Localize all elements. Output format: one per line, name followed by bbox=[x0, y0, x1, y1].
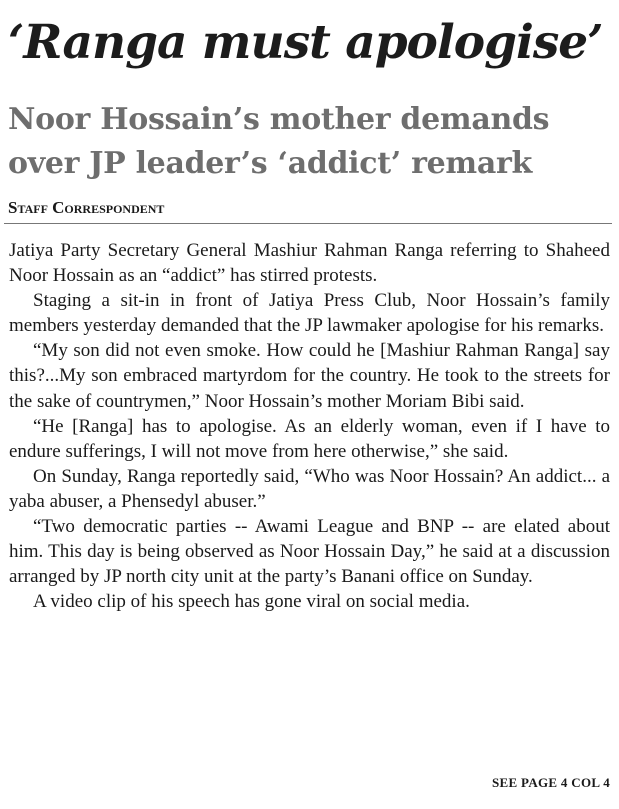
continued-on-page-link[interactable]: SEE PAGE 4 COL 4 bbox=[492, 775, 610, 790]
byline-divider bbox=[4, 223, 612, 224]
subhead-line-1: Noor Hossain’s mother demands bbox=[8, 102, 550, 137]
article-paragraph: Jatiya Party Secretary General Mashiur Rahman Ranga referring to Shaheed Noor Hossain as an “addict” has stirred protests. bbox=[9, 240, 610, 287]
article-paragraph: Staging a sit-in in front of Jatiya Press Club, Noor Hossain’s family members yesterday demanded that the JP lawmaker apologise for his remarks. bbox=[9, 290, 610, 337]
article-paragraph: “My son did not even smoke. How could he [Mashiur Rahman Ranga] say this?...My son embraced martyrdom for the country. He took to the streets for the sake of countrymen,” Noor Hossain’s mother Moriam Bibi said. bbox=[9, 340, 610, 412]
article-paragraph: “Two democratic parties -- Awami League and BNP -- are elated about him. This day is being observed as Noor Hossain Day,” he said at a discussion arranged by JP north city unit at the party’s Banani office on Sunday. bbox=[9, 516, 610, 588]
article-paragraph: A video clip of his speech has gone viral on social media. bbox=[33, 591, 470, 613]
article-headline: ‘Ranga must apologise’ bbox=[8, 15, 603, 70]
subhead-line-2: over JP leader’s ‘addict’ remark bbox=[8, 146, 532, 181]
article-subhead bbox=[8, 98, 613, 186]
article-byline: Staff Correspondent bbox=[8, 198, 165, 217]
article-paragraph: “He [Ranga] has to apologise. As an elderly woman, even if I have to endure sufferings, I will not move from here otherwise,” she said. bbox=[9, 415, 610, 462]
article-body bbox=[9, 238, 610, 614]
article-paragraph: On Sunday, Ranga reportedly said, “Who was Noor Hossain? An addict... a yaba abuser, a Phensedyl abuser.” bbox=[9, 465, 610, 512]
